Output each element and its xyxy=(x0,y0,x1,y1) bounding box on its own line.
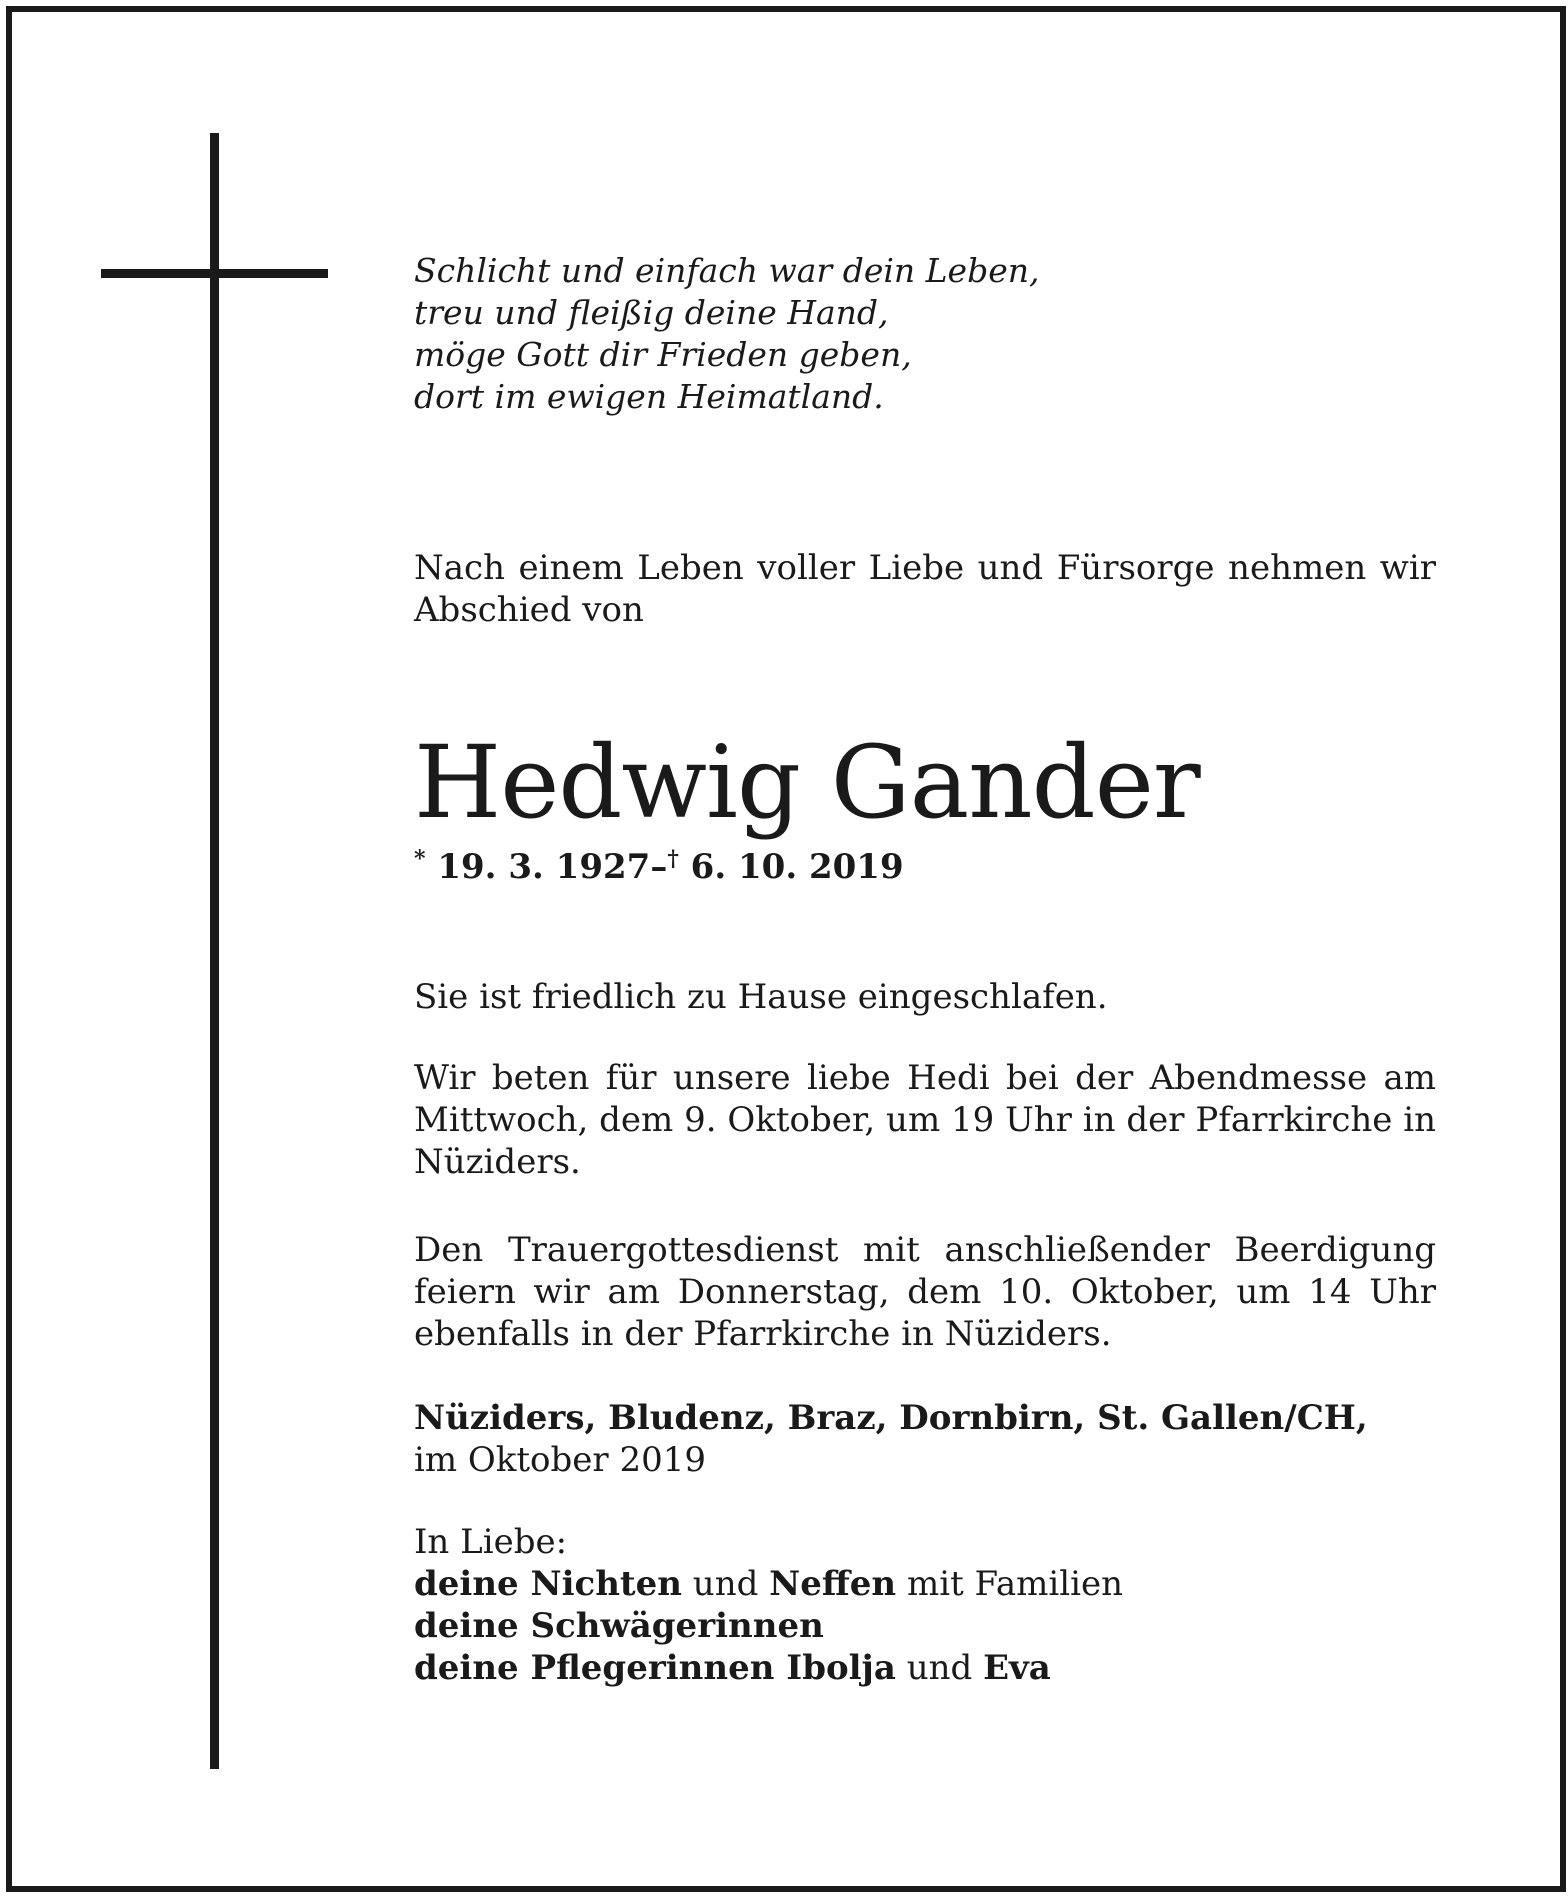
conjunction: und xyxy=(692,1564,759,1604)
mourners-heading: In Liebe: xyxy=(414,1522,568,1562)
birth-date: 19. 3. 1927 xyxy=(437,847,651,887)
paragraph-funeral: Den Trauergottesdienst mit anschließender Beerdigung feiern wir am Donnerstag, dem 10. Oktober, um 14 Uhr ebenfalls in der Pfarrkirche in Nüziders. xyxy=(414,1230,1436,1354)
poem-line: Schlicht und einfach war dein Leben, xyxy=(414,251,1040,290)
mourner-sisters-in-law: deine Schwägerinnen xyxy=(414,1606,824,1646)
death-symbol: † xyxy=(667,846,679,872)
mourner-families: mit Familien xyxy=(906,1564,1123,1604)
cross-vertical-bar xyxy=(210,133,219,1769)
locations: Nüziders, Bludenz, Braz, Dornbirn, St. Gallen/CH, xyxy=(414,1398,1368,1438)
paragraph-evening-mass: Wir beten für unsere liebe Hedi bei der Abendmesse am Mittwoch, dem 9. Oktober, um 19 Uhr in der Pfarrkirche in Nüziders. xyxy=(414,1058,1436,1182)
mourners xyxy=(414,1521,1436,1689)
obituary-content xyxy=(414,250,1436,1688)
poem xyxy=(414,250,1436,418)
poem-line: möge Gott dir Frieden geben, xyxy=(414,335,912,374)
intro-text: Nach einem Leben voller Liebe und Fürsorge nehmen wir Abschied von xyxy=(414,548,1436,630)
life-dates xyxy=(414,846,904,887)
conjunction: und xyxy=(906,1648,973,1688)
mourners-line xyxy=(414,1563,1436,1605)
deceased-name: Hedwig Gander xyxy=(414,724,1200,841)
notice-date: im Oktober 2019 xyxy=(414,1440,707,1480)
poem-line: treu und fleißig deine Hand, xyxy=(414,293,889,332)
mourner-nieces: deine Nichten xyxy=(414,1564,682,1604)
poem-line: dort im ewigen Heimatland. xyxy=(414,377,884,416)
mourners-line xyxy=(414,1647,1436,1689)
mourner-caregivers: deine Pflegerinnen Ibolja xyxy=(414,1648,896,1688)
mourner-eva: Eva xyxy=(983,1648,1051,1688)
birth-symbol: * xyxy=(414,846,426,872)
death-date: 6. 10. 2019 xyxy=(690,847,904,887)
date-separator: – xyxy=(650,847,668,887)
cross-horizontal-bar xyxy=(101,269,328,278)
mourner-nephews: Neffen xyxy=(769,1564,897,1604)
place-and-date xyxy=(414,1397,1436,1481)
paragraph-passing: Sie ist friedlich zu Hause eingeschlafen. xyxy=(414,977,1108,1017)
